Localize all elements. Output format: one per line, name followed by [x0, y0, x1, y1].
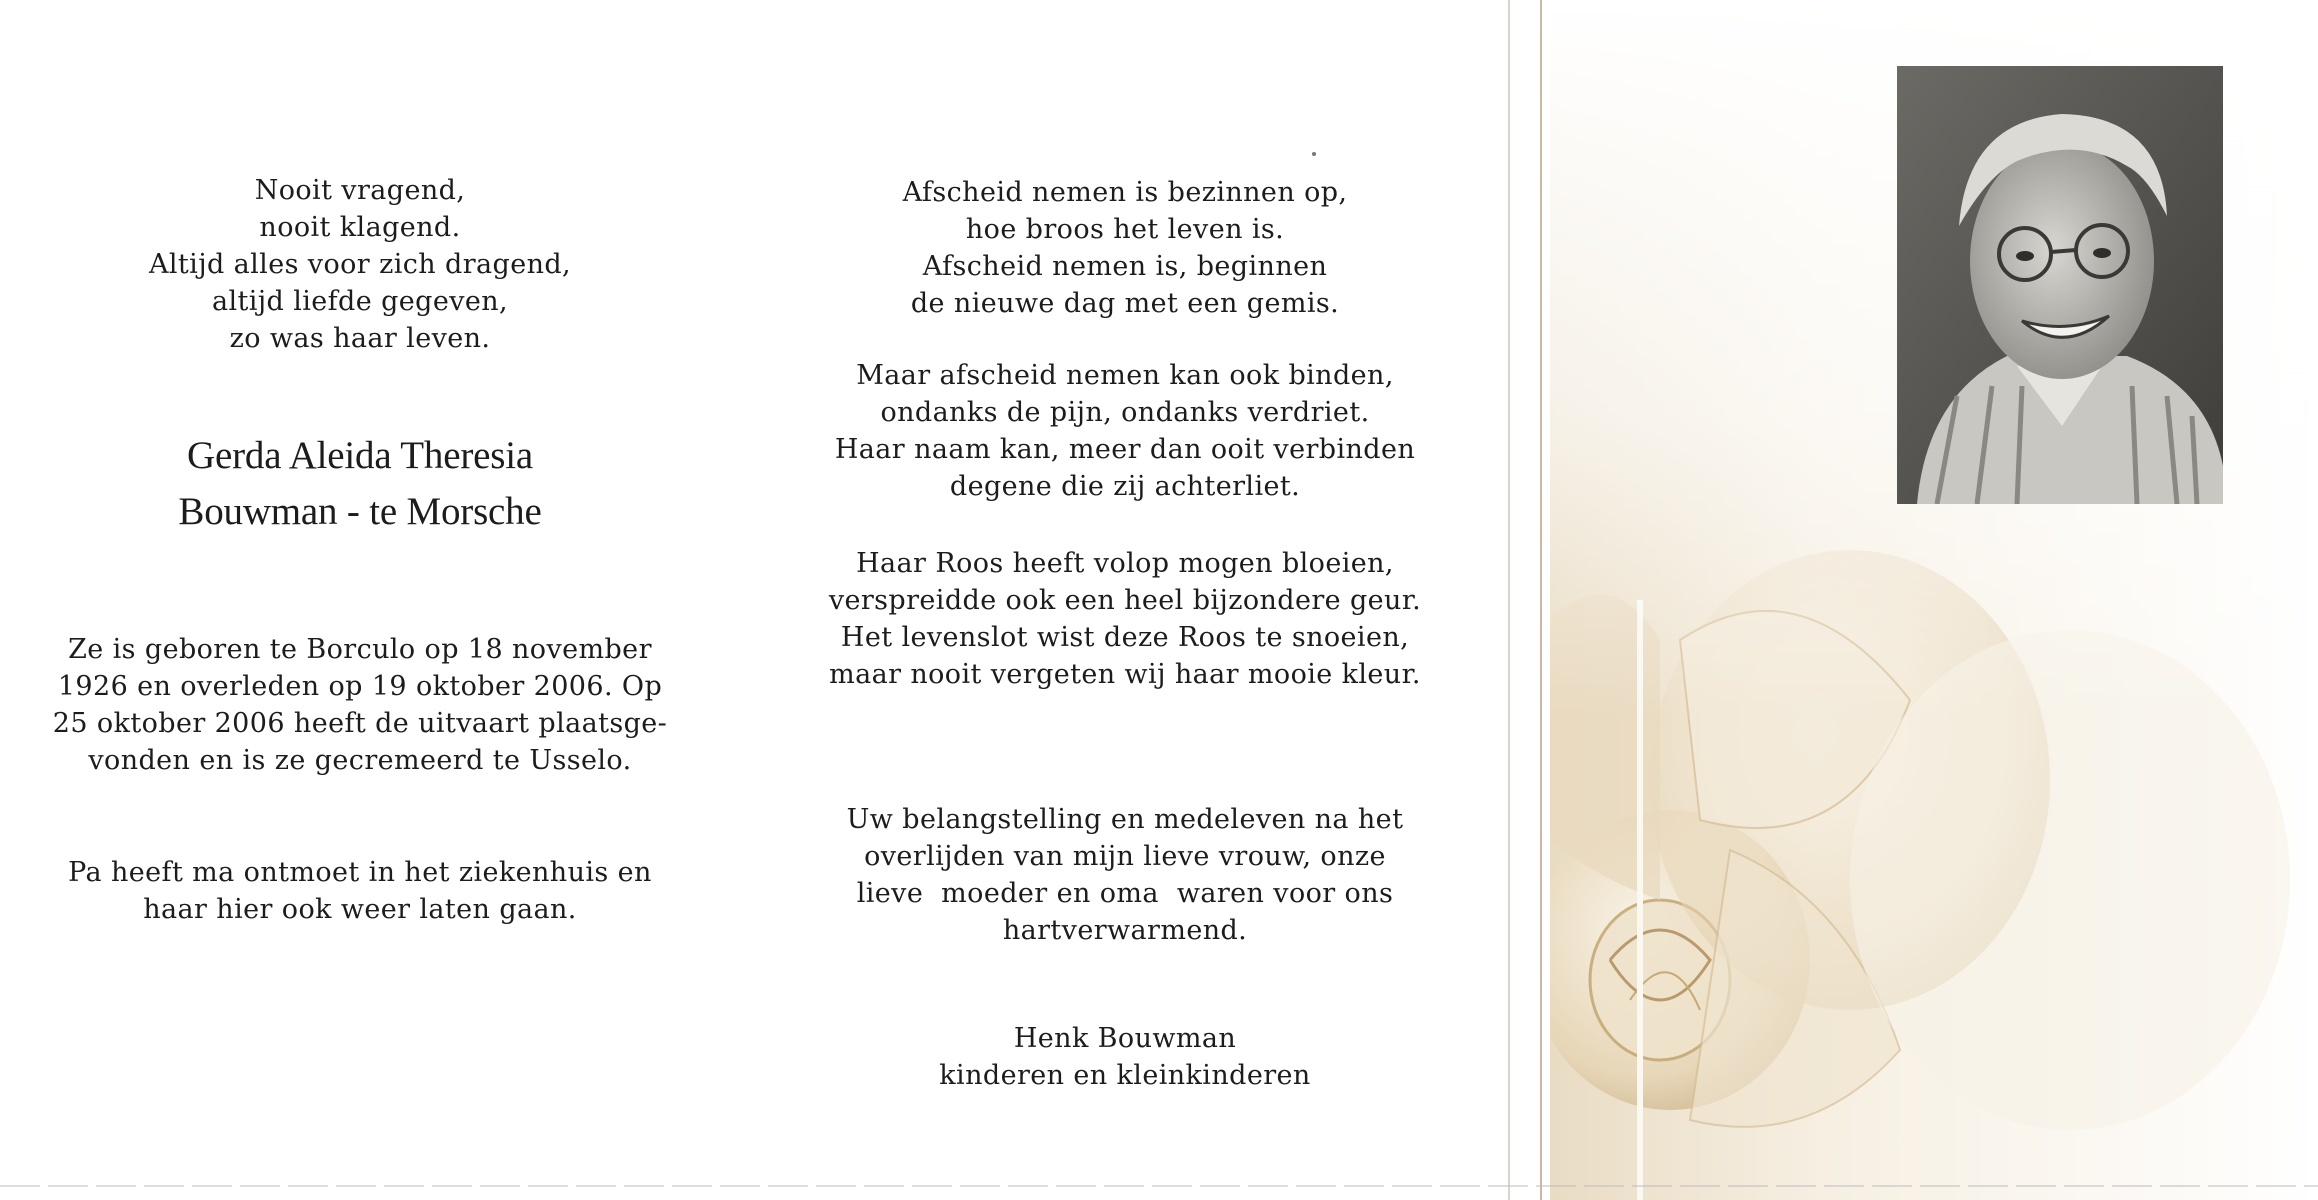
- deceased-name: [0, 428, 720, 540]
- name-line-last: Bouwman - te Morsche: [178, 490, 542, 533]
- bio-line: vonden en is ze gecremeerd te Usselo.: [88, 745, 632, 776]
- family-signature: [740, 1020, 1510, 1094]
- poem-line: Altijd alles voor zich dragend,: [148, 249, 572, 280]
- right-page: [1510, 0, 2318, 1200]
- poem-line: zo was haar leven.: [229, 323, 491, 354]
- farewell-stanza-1: [740, 174, 1510, 322]
- thanks-line: overlijden van mijn lieve vrouw, onze: [864, 841, 1386, 872]
- stanza-line: Maar afscheid nemen kan ook binden,: [856, 360, 1394, 391]
- stanza-line: maar nooit vergeten wij haar mooie kleur.: [829, 659, 1421, 690]
- signature-name: Henk Bouwman: [1013, 1023, 1237, 1054]
- stanza-line: verspreidde ook een heel bijzondere geur.: [828, 585, 1422, 616]
- poem-line: altijd liefde gegeven,: [211, 286, 509, 317]
- bio-line: 25 oktober 2006 heeft de uitvaart plaatsge-: [52, 708, 668, 739]
- stanza-line: Afscheid nemen is bezinnen op,: [902, 177, 1348, 208]
- stanza-line: de nieuwe dag met een gemis.: [910, 288, 1340, 319]
- scan-edge: [0, 1185, 2318, 1187]
- stanza-line: ondanks de pijn, ondanks verdriet.: [880, 397, 1370, 428]
- bio-line: 1926 en overleden op 19 oktober 2006. Op: [57, 671, 663, 702]
- opening-poem: [0, 172, 720, 357]
- poem-line: Nooit vragend,: [254, 175, 466, 206]
- portrait-photo-icon: [1897, 66, 2223, 504]
- note-line: Pa heeft ma ontmoet in het ziekenhuis en: [68, 857, 652, 888]
- stanza-line: Haar Roos heeft volop mogen bloeien,: [856, 548, 1394, 579]
- rose-stanza: [740, 545, 1510, 693]
- stanza-line: degene die zij achterliet.: [949, 471, 1301, 502]
- print-speck: [1312, 152, 1316, 156]
- biography: [0, 631, 720, 779]
- stanza-line: Het levenslot wist deze Roos te snoeien,: [840, 622, 1410, 653]
- thanks-line: hartverwarmend.: [1002, 915, 1248, 946]
- name-line-first: Gerda Aleida Theresia: [187, 434, 533, 477]
- thank-you-text: [740, 801, 1510, 949]
- middle-page: [740, 0, 1510, 1200]
- stanza-line: Afscheid nemen is, beginnen: [922, 251, 1328, 282]
- stanza-line: hoe broos het leven is.: [965, 214, 1285, 245]
- thanks-line: Uw belangstelling en medeleven na het: [846, 804, 1404, 835]
- card-edge: [1540, 0, 1542, 1200]
- bio-line: Ze is geboren te Borculo op 18 november: [68, 634, 652, 665]
- signature-family: kinderen en kleinkinderen: [939, 1060, 1311, 1091]
- thanks-line: lieve moeder en oma waren voor ons: [856, 878, 1394, 909]
- left-page: [0, 0, 740, 1200]
- poem-line: nooit klagend.: [259, 212, 461, 243]
- stanza-line: Haar naam kan, meer dan ooit verbinden: [834, 434, 1416, 465]
- farewell-stanza-2: [740, 357, 1510, 505]
- note-line: haar hier ook weer laten gaan.: [143, 894, 577, 925]
- personal-note: [0, 854, 720, 928]
